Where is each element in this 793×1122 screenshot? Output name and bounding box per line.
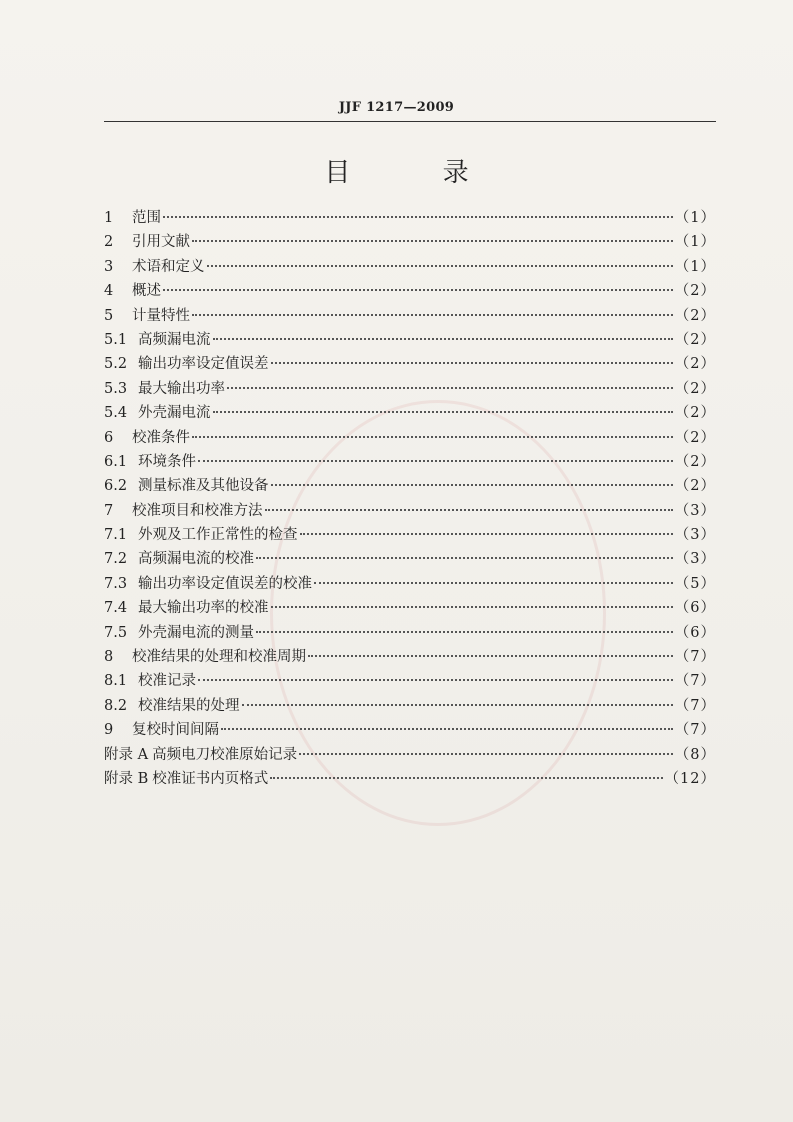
toc-entry-page: （7） (674, 697, 716, 714)
toc-dot-leader (207, 265, 673, 267)
toc-entry[interactable] (104, 450, 716, 474)
toc-entry-label: 引用文献 (132, 234, 190, 251)
toc-entry-page: （2） (674, 356, 716, 373)
toc-entry-label: 高频电刀校准原始记录 (152, 746, 298, 763)
toc-entry-number: 附录 B (104, 770, 149, 787)
toc-dot-leader (242, 704, 673, 706)
header-rule (104, 121, 716, 122)
toc-entry-label: 外壳漏电流的测量 (138, 624, 254, 641)
toc-entry-number: 5.2 (104, 356, 128, 373)
toc-entry-label: 校准条件 (132, 429, 190, 446)
toc-entry-number: 5.4 (104, 405, 128, 422)
toc-dot-leader (213, 338, 673, 340)
table-of-contents (104, 206, 716, 791)
toc-entry[interactable] (104, 474, 716, 498)
toc-dot-leader (163, 216, 673, 218)
toc-entry-number: 7.5 (104, 624, 128, 641)
toc-entry-label: 术语和定义 (132, 258, 205, 275)
toc-entry-number: 8.1 (104, 673, 128, 690)
toc-entry-number: 1 (104, 210, 114, 226)
toc-entry-label: 校准结果的处理 (138, 697, 240, 714)
toc-entry-label: 范围 (132, 210, 161, 226)
toc-entry[interactable] (104, 499, 716, 523)
toc-entry-label: 输出功率设定值误差 (138, 356, 269, 373)
toc-entry-label: 外观及工作正常性的检查 (138, 527, 298, 544)
toc-entry-page: （2） (674, 307, 716, 324)
toc-entry[interactable] (104, 572, 716, 596)
toc-entry[interactable] (104, 718, 716, 742)
toc-entry-number: 7.4 (104, 600, 128, 617)
toc-entry[interactable] (104, 255, 716, 279)
toc-entry-page: （7） (674, 649, 716, 666)
toc-dot-leader (299, 753, 673, 755)
toc-entry-page: （2） (674, 331, 716, 348)
toc-entry-page: （2） (674, 478, 716, 495)
toc-dot-leader (192, 240, 673, 242)
toc-entry-page: （7） (674, 722, 716, 739)
toc-dot-leader (213, 411, 673, 413)
toc-entry-label: 环境条件 (138, 453, 196, 470)
toc-entry-page: （7） (674, 673, 716, 690)
toc-entry-number: 5.1 (104, 331, 128, 348)
toc-entry[interactable] (104, 596, 716, 620)
toc-entry-label: 计量特性 (132, 307, 190, 324)
toc-dot-leader (198, 460, 673, 462)
toc-entry[interactable] (104, 304, 716, 328)
toc-entry-number: 6 (104, 429, 114, 446)
toc-entry-page: （1） (674, 234, 716, 251)
page-title: 目 录 (324, 158, 511, 188)
toc-entry-label: 最大输出功率 (138, 380, 225, 397)
toc-dot-leader (265, 509, 673, 511)
toc-entry-label: 测量标准及其他设备 (138, 478, 269, 495)
toc-entry-label: 复校时间间隔 (132, 722, 219, 739)
toc-dot-leader (271, 362, 673, 364)
toc-entry-number: 7.1 (104, 527, 128, 544)
toc-dot-leader (256, 557, 673, 559)
toc-entry-label: 外壳漏电流 (138, 405, 211, 422)
toc-entry-number: 6.2 (104, 478, 128, 495)
toc-entry-page: （2） (674, 405, 716, 422)
toc-dot-leader (270, 777, 662, 779)
toc-entry[interactable] (104, 401, 716, 425)
toc-dot-leader (227, 387, 673, 389)
toc-entry-number: 2 (104, 234, 114, 251)
toc-dot-leader (221, 728, 673, 730)
toc-entry-number: 8.2 (104, 697, 128, 714)
toc-entry[interactable] (104, 547, 716, 571)
toc-entry-number: 8 (104, 649, 114, 666)
toc-dot-leader (192, 314, 673, 316)
toc-entry-page: （3） (674, 551, 716, 568)
toc-entry-number: 6.1 (104, 453, 128, 470)
toc-entry[interactable] (104, 206, 716, 230)
toc-entry[interactable] (104, 621, 716, 645)
toc-dot-leader (314, 582, 673, 584)
toc-entry-number: 7.2 (104, 551, 128, 568)
toc-entry-label: 高频漏电流的校准 (138, 551, 254, 568)
toc-entry[interactable] (104, 377, 716, 401)
toc-entry[interactable] (104, 279, 716, 303)
toc-entry-page: （1） (674, 258, 716, 275)
toc-entry-number: 9 (104, 722, 114, 739)
toc-entry-label: 概述 (132, 283, 161, 300)
toc-entry-label: 最大输出功率的校准 (138, 600, 269, 617)
toc-dot-leader (271, 606, 673, 608)
toc-entry-number: 附录 A (104, 746, 149, 763)
toc-entry[interactable] (104, 669, 716, 693)
toc-entry-label: 校准项目和校准方法 (132, 502, 263, 519)
toc-entry[interactable] (104, 426, 716, 450)
toc-dot-leader (192, 436, 673, 438)
toc-entry[interactable] (104, 743, 716, 767)
toc-entry-label: 校准证书内页格式 (152, 770, 269, 787)
toc-entry-number: 7.3 (104, 575, 128, 592)
toc-entry[interactable] (104, 523, 716, 547)
toc-entry[interactable] (104, 645, 716, 669)
toc-entry-page: （3） (674, 527, 716, 544)
toc-entry-number: 5.3 (104, 380, 128, 397)
toc-dot-leader (271, 484, 673, 486)
toc-dot-leader (300, 533, 673, 535)
toc-dot-leader (308, 655, 673, 657)
toc-entry-page: （5） (674, 575, 716, 592)
toc-entry-page: （2） (674, 429, 716, 446)
toc-entry-page: （3） (674, 502, 716, 519)
toc-entry-number: 7 (104, 502, 114, 519)
toc-entry-number: 3 (104, 258, 114, 275)
toc-entry[interactable] (104, 328, 716, 352)
toc-entry-number: 4 (104, 283, 114, 300)
toc-entry-label: 校准结果的处理和校准周期 (132, 649, 306, 666)
toc-entry-label: 输出功率设定值误差的校准 (138, 575, 312, 592)
toc-dot-leader (198, 679, 673, 681)
toc-entry-page: （8） (674, 746, 716, 763)
toc-dot-leader (163, 289, 673, 291)
toc-entry-page: （12） (664, 770, 716, 787)
toc-entry-page: （6） (674, 624, 716, 641)
toc-entry[interactable] (104, 230, 716, 254)
toc-entry-page: （2） (674, 453, 716, 470)
toc-entry-page: （2） (674, 380, 716, 397)
toc-entry-page: （2） (674, 283, 716, 300)
toc-entry-number: 5 (104, 307, 114, 324)
toc-entry[interactable] (104, 694, 716, 718)
document-code-header: JJF 1217—2009 (338, 100, 455, 115)
toc-entry-label: 高频漏电流 (138, 331, 211, 348)
toc-entry-label: 校准记录 (138, 673, 196, 690)
toc-entry[interactable] (104, 767, 716, 791)
toc-entry[interactable] (104, 352, 716, 376)
toc-dot-leader (256, 631, 673, 633)
toc-entry-page: （1） (674, 210, 716, 226)
toc-entry-page: （6） (674, 600, 716, 617)
